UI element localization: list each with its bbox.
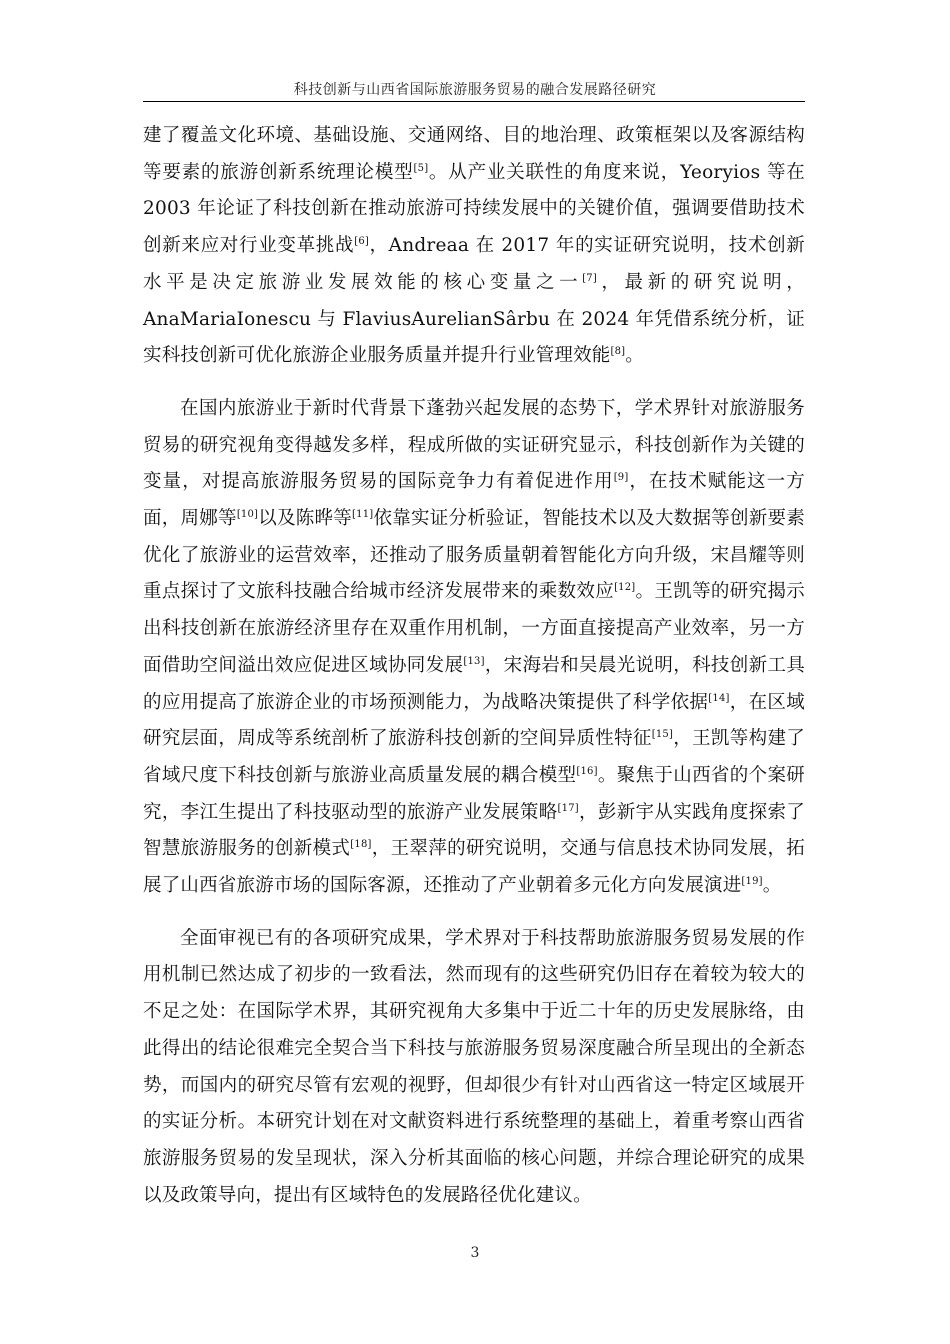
page-number: 3 xyxy=(470,1245,480,1261)
citation-ref: [18] xyxy=(350,839,372,851)
citation-ref: [10] xyxy=(236,508,259,520)
citation-ref: [12] xyxy=(614,582,636,594)
body-text xyxy=(143,118,805,1230)
citation-ref: [6] xyxy=(354,235,369,247)
paragraph-text: 依靠实证分析验证，智能技术以及大数据等创新要素优化了旅游业的运营效率，还推动了服务质量朝着智能化方向升级，宋昌耀等则重点探讨了文旅科技融合给城市经济发展带来的乘数效应 xyxy=(143,508,805,603)
citation-ref: [17] xyxy=(557,802,579,814)
paragraph-text: 。王凯等的研究揭示出科技创新在旅游经济里存在双重作用机制，一方面直接提高产业效率，另一方面借助空间溢出效应促进区域协同发展 xyxy=(143,581,805,676)
paragraph-text: 以及陈晔等 xyxy=(258,508,353,530)
paragraph-2 xyxy=(143,391,805,905)
paragraph-1 xyxy=(143,118,805,375)
citation-ref: [15] xyxy=(651,729,674,741)
paragraph-text: 全面审视已有的各项研究成果，学术界对于科技帮助旅游服务贸易发展的作用机制已然达成了初步的一致看法，然而现有的这些研究仍旧存在着较为较大的不足之处：在国际学术界，其研究视角大多集中于近二十年的历史发展脉络，由此得出的结论很难完全契合当下科技与旅游服务贸易深度融合所呈现出的全新态势，而国内的研究尽管有宏观的视野，但却很少有针对山西省这一特定区域展开的实证分析。本研究计划在对文献资料进行系统整理的基础上，着重考察山西省旅游服务贸易的发呈现状，深入分析其面临的核心问题，并综合理论研究的成果以及政策导向，提出有区域特色的发展路径优化建议。 xyxy=(143,927,805,1206)
paragraph-text: 建了覆盖文化环境、基础设施、交通网络、目的地治理、政策框架以及客源结构等要素的旅游创新系统理论模型 xyxy=(143,125,805,183)
paragraph-text: ，王凯等构建了省域尺度下科技创新与旅游业高质量发展的耦合模型 xyxy=(143,728,805,786)
citation-ref: [8] xyxy=(610,346,626,358)
paragraph-text: ，彭新宇从实践角度探索了智慧旅游服务的创新模式 xyxy=(143,801,805,860)
paragraph-text: ，宋海岩和吴晨光说明，科技创新工具的应用提高了旅游企业的市场预测能力，为战略决策提供了科学依据 xyxy=(143,654,806,713)
paragraph-text: ，在区域研究层面，周成等系统剖析了旅游科技创新的空间异质性特征 xyxy=(143,691,805,750)
citation-ref: [16] xyxy=(576,765,598,777)
paragraph-text: ，王翠萍的研究说明，交通与信息技术协同发展，拓展了山西省旅游市场的国际客源，还推动了产业朝着多元化方向发展演进 xyxy=(143,838,805,897)
citation-ref: [19] xyxy=(741,875,763,887)
paragraph-text: 。 xyxy=(762,875,782,897)
citation-ref: [9] xyxy=(613,472,629,484)
citation-ref: [5] xyxy=(413,162,429,174)
paragraph-text: 在国内旅游业于新时代背景下蓬勃兴起发展的态势下，学术界针对旅游服务贸易的研究视角变得越发多样，程成所做的实证研究显示，科技创新作为关键的变量，对提高旅游服务贸易的国际竞争力有着促进作用 xyxy=(143,397,805,493)
citation-ref: [11] xyxy=(352,508,374,520)
paragraph-text: 。从产业关联性的角度来说，Yeoryios 等在 2003 年论证了科技创新在推动旅游可持续发展中的关键价值，强调要借助技术创新来应对行业变革挑战 xyxy=(143,161,805,257)
paragraph-text: 。聚焦于山西省的个案研究，李江生提出了科技驱动型的旅游产业发展策略 xyxy=(143,764,805,823)
citation-ref: [14] xyxy=(708,692,730,704)
paragraph-3 xyxy=(143,921,805,1215)
citation-ref: [7] xyxy=(582,272,597,284)
running-header-title: 科技创新与山西省国际旅游服务贸易的融合发展路径研究 xyxy=(293,82,657,98)
header-divider xyxy=(143,101,805,102)
paragraph-text: 。 xyxy=(625,345,644,367)
citation-ref: [13] xyxy=(463,655,485,667)
paragraph-text: ，最新的研究说明，AnaMariaIonescu 与 FlaviusAurelianSârbu 在 2024 年凭借系统分析，证实科技创新可优化旅游企业服务质量并提升行业管理效能 xyxy=(143,271,805,367)
paragraph-text: ，在技术赋能这一方面，周娜等 xyxy=(143,471,805,530)
paragraph-text: ，Andreaa 在 2017 年的实证研究说明，技术创新水平是决定旅游业发展效能的核心变量之一 xyxy=(143,235,805,293)
